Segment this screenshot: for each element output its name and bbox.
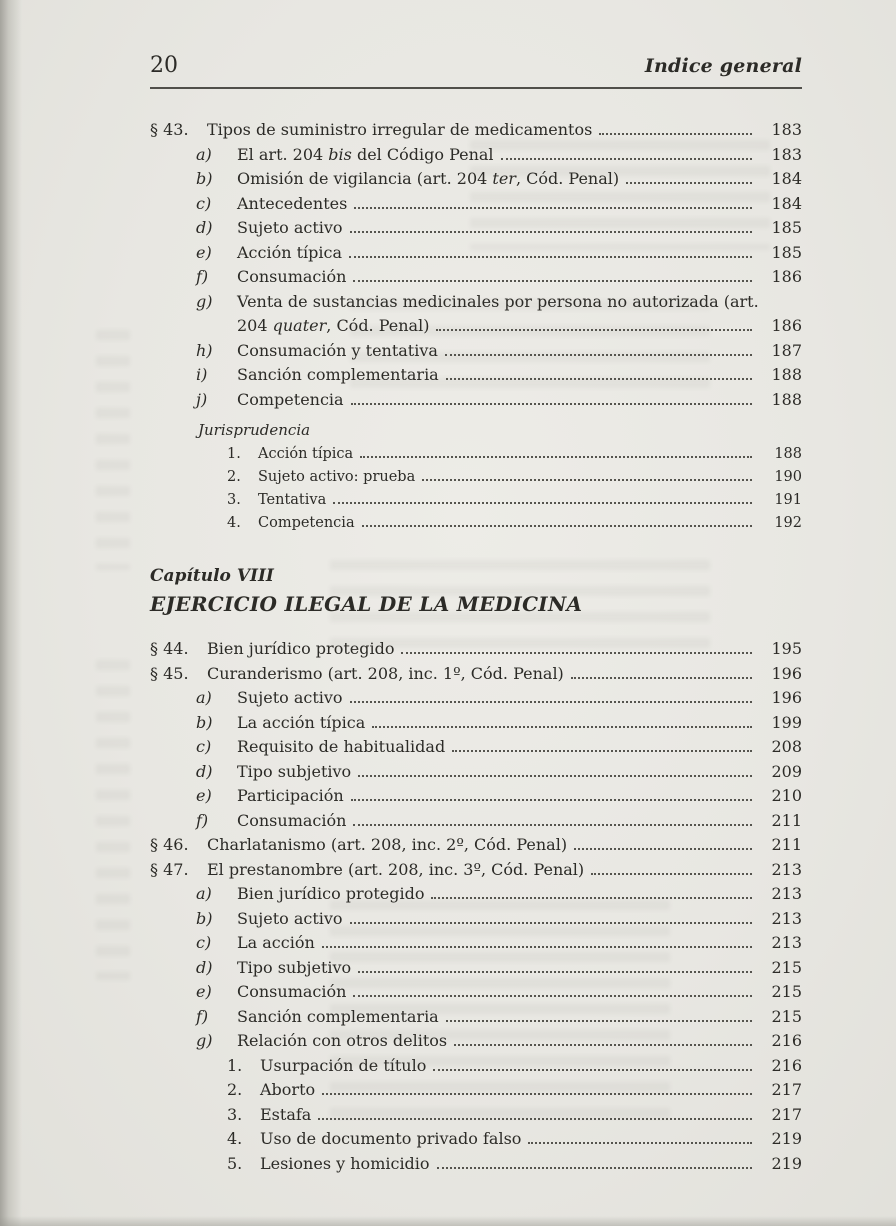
entry-page-number: 188 <box>771 365 802 384</box>
entry-title <box>258 443 353 466</box>
entry-page-number: 184 <box>771 193 802 213</box>
toc-subentry <box>150 931 802 956</box>
entry-label: § 43. <box>150 120 189 139</box>
entry-label: i) <box>196 365 208 384</box>
entry-label: 2. <box>227 469 241 485</box>
toc-subentry <box>150 980 802 1005</box>
entry-page-number: 219 <box>771 1153 802 1173</box>
entry-title <box>237 167 619 192</box>
entry-title <box>237 388 344 413</box>
entry-label: f) <box>196 1006 209 1026</box>
toc-numbered-item <box>150 1127 802 1152</box>
dot-leader <box>351 799 752 801</box>
entry-page-number: 196 <box>771 663 802 683</box>
entry-title <box>237 760 351 785</box>
dot-leader <box>353 995 752 997</box>
toc-subentry <box>150 735 802 760</box>
toc-subentry <box>150 882 802 907</box>
entry-title <box>207 118 592 143</box>
toc-entry <box>150 662 802 687</box>
entry-title-segment: Antecedentes <box>237 193 348 213</box>
scan-bottom-shadow <box>0 1216 896 1226</box>
dot-leader <box>591 873 752 875</box>
toc-entry <box>150 833 802 858</box>
entry-page-number: 187 <box>771 340 802 360</box>
entry-page-number: 186 <box>771 316 802 335</box>
entry-title-segment: , Cód. Penal) <box>326 316 430 335</box>
entry-title-segment: Venta de sustancias medicinales por persona no autorizada (art. <box>237 291 759 311</box>
entry-page-number: 195 <box>771 639 802 658</box>
dot-leader <box>452 750 752 752</box>
jurisprudencia-item <box>150 512 802 535</box>
dot-leader <box>349 256 752 258</box>
entry-title <box>207 637 394 662</box>
toc-subentry <box>150 265 802 290</box>
entry-title-segment: Sujeto activo <box>237 688 343 707</box>
entry-page-number: 216 <box>771 1055 802 1075</box>
entry-label: § 44. <box>150 639 189 658</box>
jurisprudencia-heading: Jurisprudencia <box>198 421 311 439</box>
entry-title <box>237 711 365 736</box>
entry-title-segment: Sujeto activo <box>237 218 343 237</box>
entry-page-number: 186 <box>771 267 802 286</box>
entry-label: e) <box>196 982 212 1001</box>
toc-subentry <box>150 784 802 809</box>
entry-title-segment: del Código Penal <box>351 144 494 164</box>
entry-title-segment: Charlatanismo (art. 208, inc. 2º, Cód. Penal) <box>207 835 568 854</box>
entry-label: g) <box>196 291 213 311</box>
entry-title-segment: Omisión de vigilancia (art. 204 <box>237 169 493 188</box>
entry-page-number: 215 <box>771 982 802 1001</box>
dot-leader <box>350 231 752 233</box>
entry-title <box>237 216 343 241</box>
page-header <box>150 54 802 89</box>
entry-label: 3. <box>227 1104 243 1124</box>
dot-leader <box>401 652 752 654</box>
entry-title <box>237 1005 439 1030</box>
toc-subentry <box>150 216 802 241</box>
entry-title <box>260 1127 521 1152</box>
dot-leader <box>350 701 752 703</box>
entry-label: b) <box>196 169 213 188</box>
dot-leader <box>571 677 752 679</box>
entry-title <box>237 931 315 956</box>
toc-subentry <box>150 1029 802 1054</box>
page-number: 20 <box>150 53 178 78</box>
dot-leader <box>333 502 752 504</box>
entry-title-segment: Bien jurídico protegido <box>237 884 425 903</box>
dot-leader <box>353 280 752 282</box>
entry-page-number: 211 <box>771 810 802 830</box>
toc-numbered-item <box>150 1078 802 1103</box>
toc-numbered-item <box>150 1054 802 1079</box>
entry-title <box>258 512 355 535</box>
dot-leader <box>574 848 752 850</box>
toc-subentry <box>150 339 802 364</box>
toc-entry <box>150 118 802 143</box>
entry-page-number: 208 <box>771 737 802 756</box>
entry-title-segment: Estafa <box>260 1104 312 1124</box>
entry-title-segment: quater <box>272 316 327 335</box>
dot-leader <box>354 207 752 209</box>
entry-title-segment: Participación <box>237 786 344 805</box>
entry-title-segment: Acción típica <box>237 242 343 262</box>
entry-title-segment: Usurpación de título <box>260 1055 427 1075</box>
entry-label: § 47. <box>150 859 189 879</box>
entry-page-number: 216 <box>771 1031 802 1050</box>
entry-page-number: 213 <box>771 933 802 952</box>
entry-label: f) <box>196 810 209 830</box>
entry-label: 3. <box>227 492 241 508</box>
toc-subentry <box>150 760 802 785</box>
dot-leader <box>437 1167 752 1169</box>
scan-edge-shadow <box>0 0 22 1226</box>
entry-label: g) <box>196 1031 213 1050</box>
entry-label: 4. <box>227 1129 243 1148</box>
entry-title-segment: Tipos de suministro irregular de medicamentos <box>207 120 593 139</box>
entry-title <box>237 241 342 266</box>
entry-label: h) <box>196 340 213 360</box>
dot-leader <box>626 182 752 184</box>
entry-title <box>237 265 346 290</box>
dot-leader <box>528 1142 752 1144</box>
entry-page-number: 217 <box>771 1104 802 1124</box>
entry-label: a) <box>196 688 212 707</box>
dot-leader <box>445 354 752 356</box>
dot-leader <box>501 158 752 160</box>
dot-leader <box>362 525 752 527</box>
dot-leader <box>360 456 752 458</box>
entry-page-number: 184 <box>771 169 802 188</box>
entry-page-number: 190 <box>774 469 802 485</box>
entry-page-number: 209 <box>771 761 802 781</box>
entry-title <box>260 1152 430 1177</box>
toc-entry <box>150 637 802 662</box>
toc-entry-continuation <box>150 314 802 339</box>
entry-title-segment: El prestanombre (art. 208, inc. 3º, Cód. Penal) <box>207 859 585 879</box>
entry-label: 2. <box>227 1080 243 1099</box>
dot-leader <box>322 1093 752 1095</box>
entry-title-segment: Competencia <box>258 515 355 531</box>
chapter-heading <box>150 563 802 619</box>
entry-title-segment: Consumación y tentativa <box>237 340 438 360</box>
entry-label: 1. <box>227 1055 243 1075</box>
jurisprudencia-item <box>150 489 802 512</box>
dot-leader <box>433 1069 752 1071</box>
dot-leader <box>446 1020 752 1022</box>
entry-label: § 46. <box>150 835 189 854</box>
entry-title-segment: Sanción complementaria <box>237 365 439 384</box>
entry-page-number: 196 <box>771 688 802 707</box>
jurisprudencia-item <box>150 443 802 466</box>
toc-subentry <box>150 907 802 932</box>
entry-label: f) <box>196 267 209 286</box>
chapter-title: EJERCICIO ILEGAL DE LA MEDICINA <box>150 592 583 616</box>
entry-page-number: 213 <box>771 908 802 928</box>
running-title: Indice general <box>644 55 802 77</box>
entry-page-number: 215 <box>771 1006 802 1026</box>
toc-subentry <box>150 241 802 266</box>
entry-label: 1. <box>227 446 241 462</box>
entry-label: 4. <box>227 515 241 531</box>
entry-title <box>237 956 351 981</box>
toc-subentry <box>150 388 802 413</box>
entry-page-number: 185 <box>771 218 802 237</box>
entry-title-segment: La acción típica <box>237 712 366 732</box>
toc-subentry <box>150 143 802 168</box>
entry-title <box>237 290 759 315</box>
entry-title-segment: , Cód. Penal) <box>515 169 620 188</box>
entry-page-number: 188 <box>771 389 802 409</box>
dot-leader <box>446 378 752 380</box>
entry-page-number: 217 <box>771 1080 802 1099</box>
dot-leader <box>358 775 752 777</box>
entry-label: e) <box>196 242 212 262</box>
entry-title-segment: Tipo subjetivo <box>237 761 352 781</box>
toc <box>150 118 802 1176</box>
toc-subentry <box>150 956 802 981</box>
entry-title-segment: Sujeto activo <box>237 908 343 928</box>
entry-label: b) <box>196 908 213 928</box>
entry-label: 5. <box>227 1153 243 1173</box>
entry-label: j) <box>196 389 208 409</box>
entry-page-number: 183 <box>771 144 802 164</box>
entry-page-number: 215 <box>771 957 802 977</box>
entry-title <box>237 339 438 364</box>
entry-page-number: 188 <box>774 446 802 462</box>
entry-title <box>260 1054 426 1079</box>
dot-leader <box>431 897 752 899</box>
dot-leader <box>350 922 752 924</box>
entry-title-segment: Consumación <box>237 267 347 286</box>
entry-title-segment: Tentativa <box>258 492 327 508</box>
dot-leader <box>599 133 752 135</box>
dot-leader <box>422 479 752 481</box>
entry-title-segment: La acción <box>237 933 315 952</box>
entry-title <box>237 363 439 388</box>
dot-leader <box>318 1118 752 1120</box>
entry-page-number: 185 <box>771 242 802 262</box>
entry-label: a) <box>196 884 212 903</box>
entry-label: c) <box>196 933 212 952</box>
entry-label: c) <box>196 737 212 756</box>
entry-page-number: 213 <box>771 859 802 879</box>
entry-label: a) <box>196 144 212 164</box>
entry-title <box>237 143 494 168</box>
entry-title <box>207 833 567 858</box>
jurisprudencia-item <box>150 466 802 489</box>
dot-leader <box>358 971 752 973</box>
entry-page-number: 183 <box>771 120 802 139</box>
toc-subentry <box>150 363 802 388</box>
entry-title-segment: Consumación <box>237 982 347 1001</box>
showthrough-artifact <box>96 660 130 980</box>
entry-label: d) <box>196 957 213 977</box>
entry-page-number: 192 <box>774 515 802 531</box>
entry-title-segment: Relación con otros delitos <box>237 1031 448 1050</box>
toc-numbered-item <box>150 1152 802 1177</box>
entry-title <box>237 314 429 339</box>
dot-leader <box>353 824 752 826</box>
entry-label: § 45. <box>150 663 189 683</box>
entry-page-number: 191 <box>774 492 802 508</box>
dot-leader <box>322 946 752 948</box>
toc-numbered-item <box>150 1103 802 1128</box>
entry-title-segment: Requisito de habitualidad <box>237 737 446 756</box>
entry-label: e) <box>196 786 212 805</box>
toc-subentry <box>150 1005 802 1030</box>
dot-leader <box>351 403 752 405</box>
entry-title-segment: Tipo subjetivo <box>237 957 352 977</box>
entry-title-segment: Sanción complementaria <box>237 1006 439 1026</box>
entry-title <box>237 907 343 932</box>
dot-leader <box>372 726 752 728</box>
entry-title <box>258 466 415 489</box>
entry-page-number: 211 <box>771 835 802 854</box>
entry-title <box>207 858 584 883</box>
toc-subentry <box>150 192 802 217</box>
entry-title-segment: Uso de documento privado falso <box>260 1129 522 1148</box>
entry-title-segment: 204 <box>237 316 273 335</box>
entry-title <box>237 1029 447 1054</box>
entry-title <box>237 784 344 809</box>
entry-page-number: 210 <box>771 786 802 805</box>
toc-subentry <box>150 167 802 192</box>
entry-title-segment: bis <box>328 144 352 164</box>
entry-title <box>207 662 564 687</box>
entry-title-segment: Curanderismo (art. 208, inc. 1º, Cód. Penal) <box>207 663 564 683</box>
dot-leader <box>454 1044 752 1046</box>
entry-label: d) <box>196 761 213 781</box>
entry-title-segment: Consumación <box>237 810 347 830</box>
toc-subentry <box>150 711 802 736</box>
entry-label: c) <box>196 193 212 213</box>
entry-title <box>237 192 347 217</box>
entry-title-segment: Bien jurídico protegido <box>207 639 395 658</box>
entry-title <box>237 735 445 760</box>
entry-title-segment: El art. 204 <box>237 144 329 164</box>
entry-title <box>237 686 343 711</box>
entry-label: d) <box>196 218 213 237</box>
entry-page-number: 213 <box>771 884 802 903</box>
entry-page-number: 199 <box>771 712 802 732</box>
toc-subentry <box>150 686 802 711</box>
entry-title <box>260 1078 315 1103</box>
toc-subentry <box>150 290 802 315</box>
entry-title <box>260 1103 311 1128</box>
entry-label: b) <box>196 712 213 732</box>
entry-title <box>237 882 424 907</box>
toc-entry <box>150 858 802 883</box>
chapter-number: Capítulo VIII <box>150 566 274 586</box>
entry-title <box>237 809 346 834</box>
entry-title-segment: Acción típica <box>258 446 354 462</box>
entry-title-segment: ter <box>492 169 516 188</box>
showthrough-artifact <box>96 330 130 570</box>
entry-page-number: 219 <box>771 1129 802 1148</box>
entry-title-segment: Sujeto activo: prueba <box>258 469 416 485</box>
entry-title-segment: Lesiones y homicidio <box>260 1153 430 1173</box>
entry-title <box>237 980 346 1005</box>
entry-title <box>258 489 326 512</box>
dot-leader <box>436 329 752 331</box>
entry-title-segment: Competencia <box>237 389 344 409</box>
toc-subentry <box>150 809 802 834</box>
entry-title-segment: Aborto <box>260 1080 316 1099</box>
